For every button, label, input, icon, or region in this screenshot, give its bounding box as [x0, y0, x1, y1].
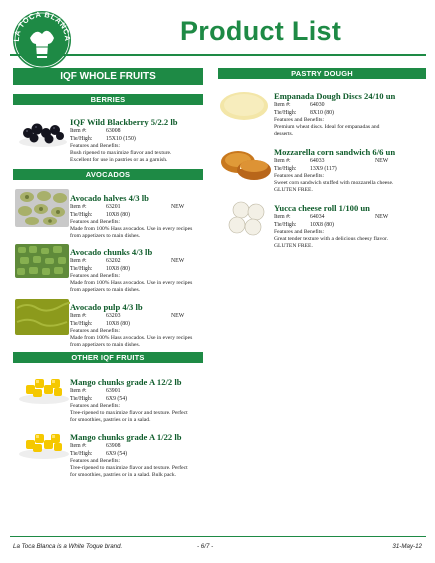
tie-high-value: 15X10 (150) [106, 136, 136, 142]
tie-high-value: 6X9 (54) [106, 451, 128, 457]
item-label: Item #: [70, 258, 87, 264]
feature-line: Tree-ripened to maximize flavor and texture. Perfect [70, 465, 188, 471]
product-name: Avocado pulp 4/3 lb [70, 302, 143, 312]
tie-high-label: Tie/High: [70, 212, 93, 218]
item-label: Item #: [274, 158, 291, 164]
footer-brand-note: La Toca Blanca is a White Toque brand. [13, 543, 123, 550]
features-label: Features and Benefits: [70, 328, 121, 334]
tie-high-value: 10X8 (80) [106, 266, 130, 272]
features-label: Features and Benefits: [70, 273, 121, 279]
tie-high-label: Tie/High: [274, 166, 297, 172]
avocado-chunks-image [14, 243, 70, 279]
feature-line: Bush ripened to maximize flavor and texture. [70, 150, 172, 156]
product-name: Yucca cheese roll 1/100 un [274, 203, 370, 213]
features-label: Features and Benefits: [274, 173, 325, 179]
item-number: 64034 [310, 214, 325, 220]
product-wild-blackberry [70, 117, 210, 164]
features-label: Features and Benefits: [70, 458, 121, 464]
feature-line: from appetizers to main dishes. [70, 342, 141, 348]
blackberry-image [18, 116, 68, 148]
avocado-pulp-image [14, 298, 70, 336]
avocado-halves-image [14, 187, 70, 229]
feature-line: Made from 100% Hass avocados. Use in every recipes [70, 280, 193, 286]
new-badge: NEW [171, 204, 185, 210]
new-badge: NEW [171, 313, 185, 319]
feature-line: Made from 100% Hass avocados. Use in every recipes [70, 335, 193, 341]
feature-line: GLUTEN FREE. [274, 187, 313, 193]
new-badge: NEW [375, 214, 389, 220]
item-number: 64030 [310, 102, 325, 108]
footer-divider [10, 536, 426, 537]
features-label: Features and Benefits: [70, 403, 121, 409]
product-avocado-halves [70, 193, 210, 240]
product-name: Avocado chunks 4/3 lb [70, 247, 153, 257]
features-label: Features and Benefits: [70, 219, 121, 225]
feature-line: for smoothies, pastries or in a salad. [70, 417, 151, 423]
new-badge: NEW [171, 258, 185, 264]
section-iqf-whole-fruits: IQF WHOLE FRUITS [13, 68, 203, 85]
feature-line: Great tender texture with a delicious cheesy flavor. [274, 236, 389, 242]
footer-date: 31-May-12 [392, 543, 422, 550]
feature-line: Made from 100% Hass avocados. Use in every recipes [70, 226, 193, 232]
tie-high-value: 10X8 (80) [106, 321, 130, 327]
mango-chunks-image [18, 373, 70, 405]
brand-logo [10, 6, 74, 70]
product-name: Avocado halves 4/3 lb [70, 193, 149, 203]
brand-logo-text: LA TOCA BLANCA [11, 9, 73, 42]
new-badge: NEW [375, 158, 389, 164]
item-number: 64033 [310, 158, 325, 164]
product-empanada-discs [274, 91, 424, 138]
product-name: Mango chunks grade A 12/2 lb [70, 377, 182, 387]
corn-sandwich-image [218, 146, 272, 182]
product-yucca-cheese-roll [274, 203, 424, 250]
tie-high-value: 10X8 (80) [106, 212, 130, 218]
tie-high-value: 6X9 (54) [106, 396, 128, 402]
item-label: Item #: [70, 388, 87, 394]
feature-line: Excellent for use in pastries or as a garnish. [70, 157, 168, 163]
section-other-iqf-fruits: OTHER IQF FRUITS [13, 352, 203, 363]
tie-high-label: Tie/High: [70, 451, 93, 457]
product-name: IQF Wild Blackberry 5/2.2 lb [70, 117, 178, 127]
header-divider [10, 54, 426, 56]
product-mango-chunks-bulk [70, 432, 210, 479]
item-label: Item #: [70, 128, 87, 134]
feature-line: GLUTEN FREE. [274, 243, 313, 249]
feature-line: Premium wheat discs. Ideal for empanadas and [274, 124, 380, 130]
tie-high-label: Tie/High: [70, 396, 93, 402]
product-name: Mango chunks grade A 1/22 lb [70, 432, 182, 442]
item-number: 63901 [106, 388, 121, 394]
feature-line: desserts. [274, 131, 294, 137]
product-name: Empanada Dough Discs 24/10 un [274, 91, 396, 101]
item-number: 63202 [106, 258, 121, 264]
feature-line: Tree-ripened to maximize flavor and texture. Perfect [70, 410, 188, 416]
feature-line: for smoothies, pastries or in a salad. Bulk pack. [70, 472, 177, 478]
tie-high-label: Tie/High: [70, 321, 93, 327]
product-name: Mozzarella corn sandwich 6/6 un [274, 147, 396, 157]
item-number: 63908 [106, 443, 121, 449]
section-avocados: AVOCADOS [13, 169, 203, 180]
mango-chunks-bulk-image [18, 428, 70, 460]
item-label: Item #: [274, 214, 291, 220]
feature-line: Sweet corn sandwich stuffed with mozzarella cheese. [274, 180, 394, 186]
section-pastry-dough: PASTRY DOUGH [218, 68, 426, 79]
tie-high-label: Tie/High: [70, 266, 93, 272]
features-label: Features and Benefits: [70, 143, 121, 149]
page-title: Product List [180, 16, 342, 46]
item-label: Item #: [274, 102, 291, 108]
product-mozzarella-corn-sandwich [274, 147, 424, 194]
features-label: Features and Benefits: [274, 229, 325, 235]
tie-high-label: Tie/High: [274, 222, 297, 228]
tie-high-label: Tie/High: [70, 136, 93, 142]
page-number: - 6/7 - [197, 543, 214, 550]
tie-high-value: 10X8 (80) [310, 222, 334, 228]
item-label: Item #: [70, 443, 87, 449]
tie-high-value: 13X9 (117) [310, 166, 337, 172]
tie-high-value: 8X10 (80) [310, 110, 334, 116]
yucca-rolls-image [226, 200, 270, 236]
feature-line: from appetizers to main dishes. [70, 233, 141, 239]
empanada-discs-image [218, 90, 270, 122]
feature-line: from appetizers to main dishes. [70, 287, 141, 293]
item-number: 63201 [106, 204, 121, 210]
item-number: 63008 [106, 128, 121, 134]
product-mango-chunks-12 [70, 377, 210, 424]
product-avocado-chunks [70, 247, 210, 294]
tie-high-label: Tie/High: [274, 110, 297, 116]
section-berries: BERRIES [13, 94, 203, 105]
product-avocado-pulp [70, 302, 210, 349]
item-label: Item #: [70, 313, 87, 319]
item-label: Item #: [70, 204, 87, 210]
item-number: 63203 [106, 313, 121, 319]
features-label: Features and Benefits: [274, 117, 325, 123]
